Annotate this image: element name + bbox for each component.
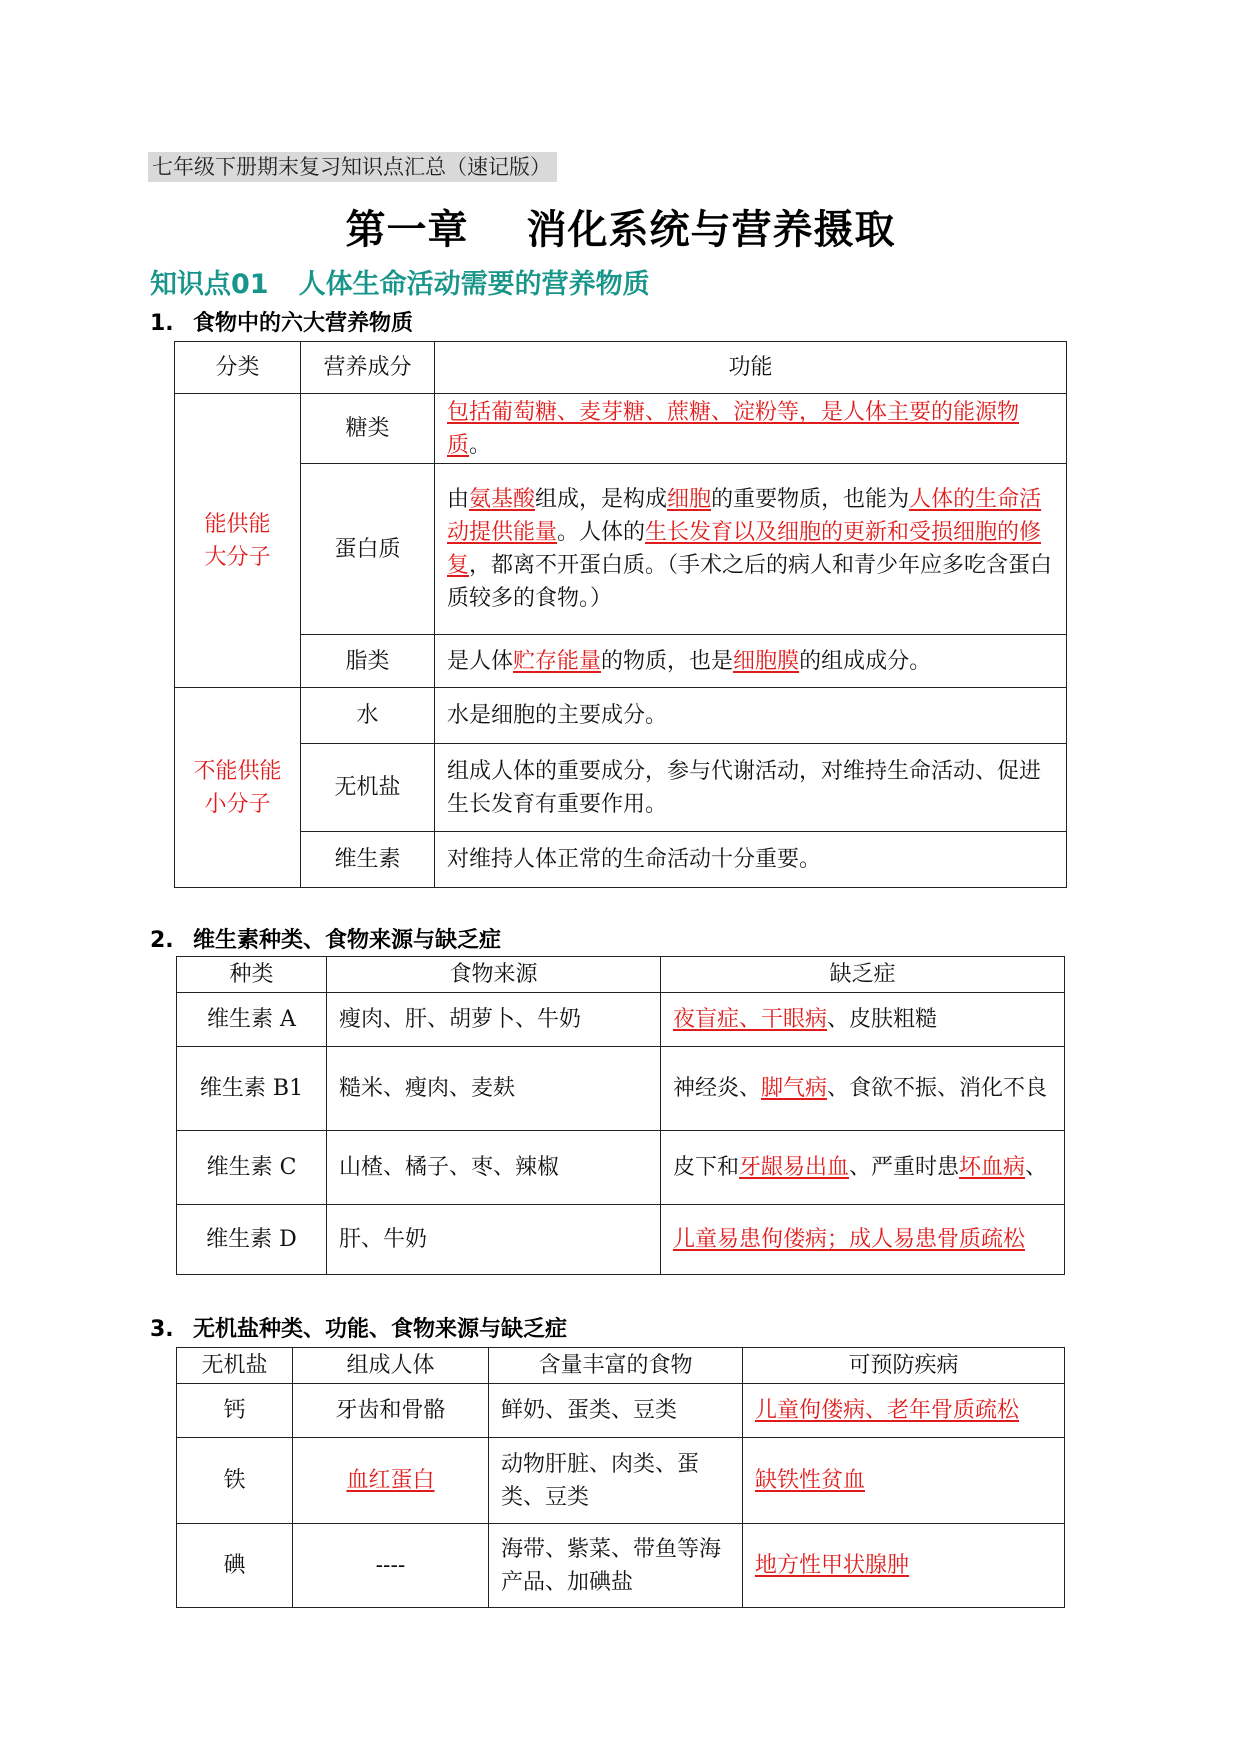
table-row bbox=[177, 1131, 1065, 1205]
section-2-title: 维生素种类、食物来源与缺乏症 bbox=[193, 928, 502, 953]
table-row bbox=[177, 1524, 1065, 1608]
mineral-disease: 地方性甲状腺肿 bbox=[743, 1524, 1065, 1608]
vitamin-kind: 维生素 C bbox=[177, 1131, 327, 1205]
mineral-foods: 海带、紫菜、带鱼等海产品、加碘盐 bbox=[489, 1524, 743, 1608]
minerals-table bbox=[176, 1347, 1065, 1608]
section-3-heading bbox=[150, 1312, 567, 1343]
section-3-number: 3. bbox=[150, 1317, 174, 1342]
header-nutrient: 营养成分 bbox=[301, 342, 435, 394]
vitamin-source: 糙米、瘦肉、麦麸 bbox=[327, 1047, 661, 1131]
vitamin-deficiency: 夜盲症、干眼病、皮肤粗糙 bbox=[661, 993, 1065, 1047]
table-row bbox=[177, 1205, 1065, 1275]
knowledge-point-label: 知识点01 bbox=[150, 269, 269, 300]
nutrient-salt: 无机盐 bbox=[301, 744, 435, 832]
table-row bbox=[177, 1384, 1065, 1438]
table-row bbox=[177, 993, 1065, 1047]
vitamin-source: 肝、牛奶 bbox=[327, 1205, 661, 1275]
mineral-foods: 动物肝脏、肉类、蛋类、豆类 bbox=[489, 1438, 743, 1524]
header-category: 分类 bbox=[175, 342, 301, 394]
vitamins-table bbox=[176, 956, 1065, 1275]
function-sugar: 包括葡萄糖、麦芽糖、蔗糖、淀粉等，是人体主要的能源物质。 bbox=[435, 394, 1067, 464]
table-header-row bbox=[177, 957, 1065, 993]
table-row bbox=[175, 744, 1067, 832]
function-salt: 组成人体的重要成分，参与代谢活动，对维持生命活动、促进生长发育有重要作用。 bbox=[435, 744, 1067, 832]
table-row bbox=[175, 394, 1067, 464]
section-1-heading bbox=[150, 306, 413, 337]
chapter-title bbox=[0, 198, 1241, 255]
function-fat: 是人体贮存能量的物质，也是细胞膜的组成成分。 bbox=[435, 635, 1067, 688]
mineral-name: 铁 bbox=[177, 1438, 293, 1524]
table-header-row bbox=[175, 342, 1067, 394]
table-row bbox=[175, 635, 1067, 688]
vitamin-kind: 维生素 D bbox=[177, 1205, 327, 1275]
header-function: 功能 bbox=[435, 342, 1067, 394]
nutrient-protein: 蛋白质 bbox=[301, 464, 435, 635]
table-row bbox=[175, 688, 1067, 744]
section-2-heading bbox=[150, 923, 501, 954]
document-tag: 七年级下册期末复习知识点汇总（速记版） bbox=[148, 152, 557, 182]
vitamin-deficiency: 儿童易患佝偻病；成人易患骨质疏松 bbox=[661, 1205, 1065, 1275]
chapter-label: 第一章 bbox=[345, 207, 469, 253]
nutrient-water: 水 bbox=[301, 688, 435, 744]
mineral-name: 碘 bbox=[177, 1524, 293, 1608]
table-row bbox=[177, 1438, 1065, 1524]
function-water: 水是细胞的主要成分。 bbox=[435, 688, 1067, 744]
mineral-disease: 儿童佝偻病、老年骨质疏松 bbox=[743, 1384, 1065, 1438]
section-1-title: 食物中的六大营养物质 bbox=[193, 311, 414, 336]
group-energy: 能供能 大分子 bbox=[175, 394, 301, 688]
header-mineral: 无机盐 bbox=[177, 1348, 293, 1384]
nutrients-table bbox=[174, 341, 1067, 888]
table-header-row bbox=[177, 1348, 1065, 1384]
table-row bbox=[175, 832, 1067, 888]
mineral-disease: 缺铁性贫血 bbox=[743, 1438, 1065, 1524]
vitamin-kind: 维生素 B1 bbox=[177, 1047, 327, 1131]
header-kind: 种类 bbox=[177, 957, 327, 993]
header-prevent-disease: 可预防疾病 bbox=[743, 1348, 1065, 1384]
table-row bbox=[177, 1047, 1065, 1131]
vitamin-kind: 维生素 A bbox=[177, 993, 327, 1047]
function-vitamin: 对维持人体正常的生命活动十分重要。 bbox=[435, 832, 1067, 888]
nutrient-sugar: 糖类 bbox=[301, 394, 435, 464]
table-row bbox=[175, 464, 1067, 635]
nutrient-fat: 脂类 bbox=[301, 635, 435, 688]
chapter-name: 消化系统与营养摄取 bbox=[526, 207, 896, 253]
vitamin-deficiency: 神经炎、脚气病、食欲不振、消化不良 bbox=[661, 1047, 1065, 1131]
header-source: 食物来源 bbox=[327, 957, 661, 993]
header-deficiency: 缺乏症 bbox=[661, 957, 1065, 993]
header-rich-foods: 含量丰富的食物 bbox=[489, 1348, 743, 1384]
vitamin-source: 瘦肉、肝、胡萝卜、牛奶 bbox=[327, 993, 661, 1047]
nutrient-vitamin: 维生素 bbox=[301, 832, 435, 888]
knowledge-point-name: 人体生命活动需要的营养物质 bbox=[298, 269, 650, 300]
mineral-name: 钙 bbox=[177, 1384, 293, 1438]
function-protein: 由氨基酸组成，是构成细胞的重要物质，也能为人体的生命活动提供能量。人体的生长发育以及细胞的更新和受损细胞的修复，都离不开蛋白质。（手术之后的病人和青少年应多吃含蛋白质较多的食物。） bbox=[435, 464, 1067, 635]
knowledge-point-title bbox=[150, 262, 650, 301]
vitamin-source: 山楂、橘子、枣、辣椒 bbox=[327, 1131, 661, 1205]
mineral-body-component: 牙齿和骨骼 bbox=[293, 1384, 489, 1438]
section-2-number: 2. bbox=[150, 928, 174, 953]
mineral-body-component: 血红蛋白 bbox=[293, 1438, 489, 1524]
section-3-title: 无机盐种类、功能、食物来源与缺乏症 bbox=[193, 1317, 568, 1342]
vitamin-deficiency: 皮下和牙龈易出血、严重时患坏血病、 bbox=[661, 1131, 1065, 1205]
section-1-number: 1. bbox=[150, 311, 174, 336]
group-non-energy: 不能供能 小分子 bbox=[175, 688, 301, 888]
header-body-component: 组成人体 bbox=[293, 1348, 489, 1384]
mineral-foods: 鲜奶、蛋类、豆类 bbox=[489, 1384, 743, 1438]
mineral-body-component: ---- bbox=[293, 1524, 489, 1608]
